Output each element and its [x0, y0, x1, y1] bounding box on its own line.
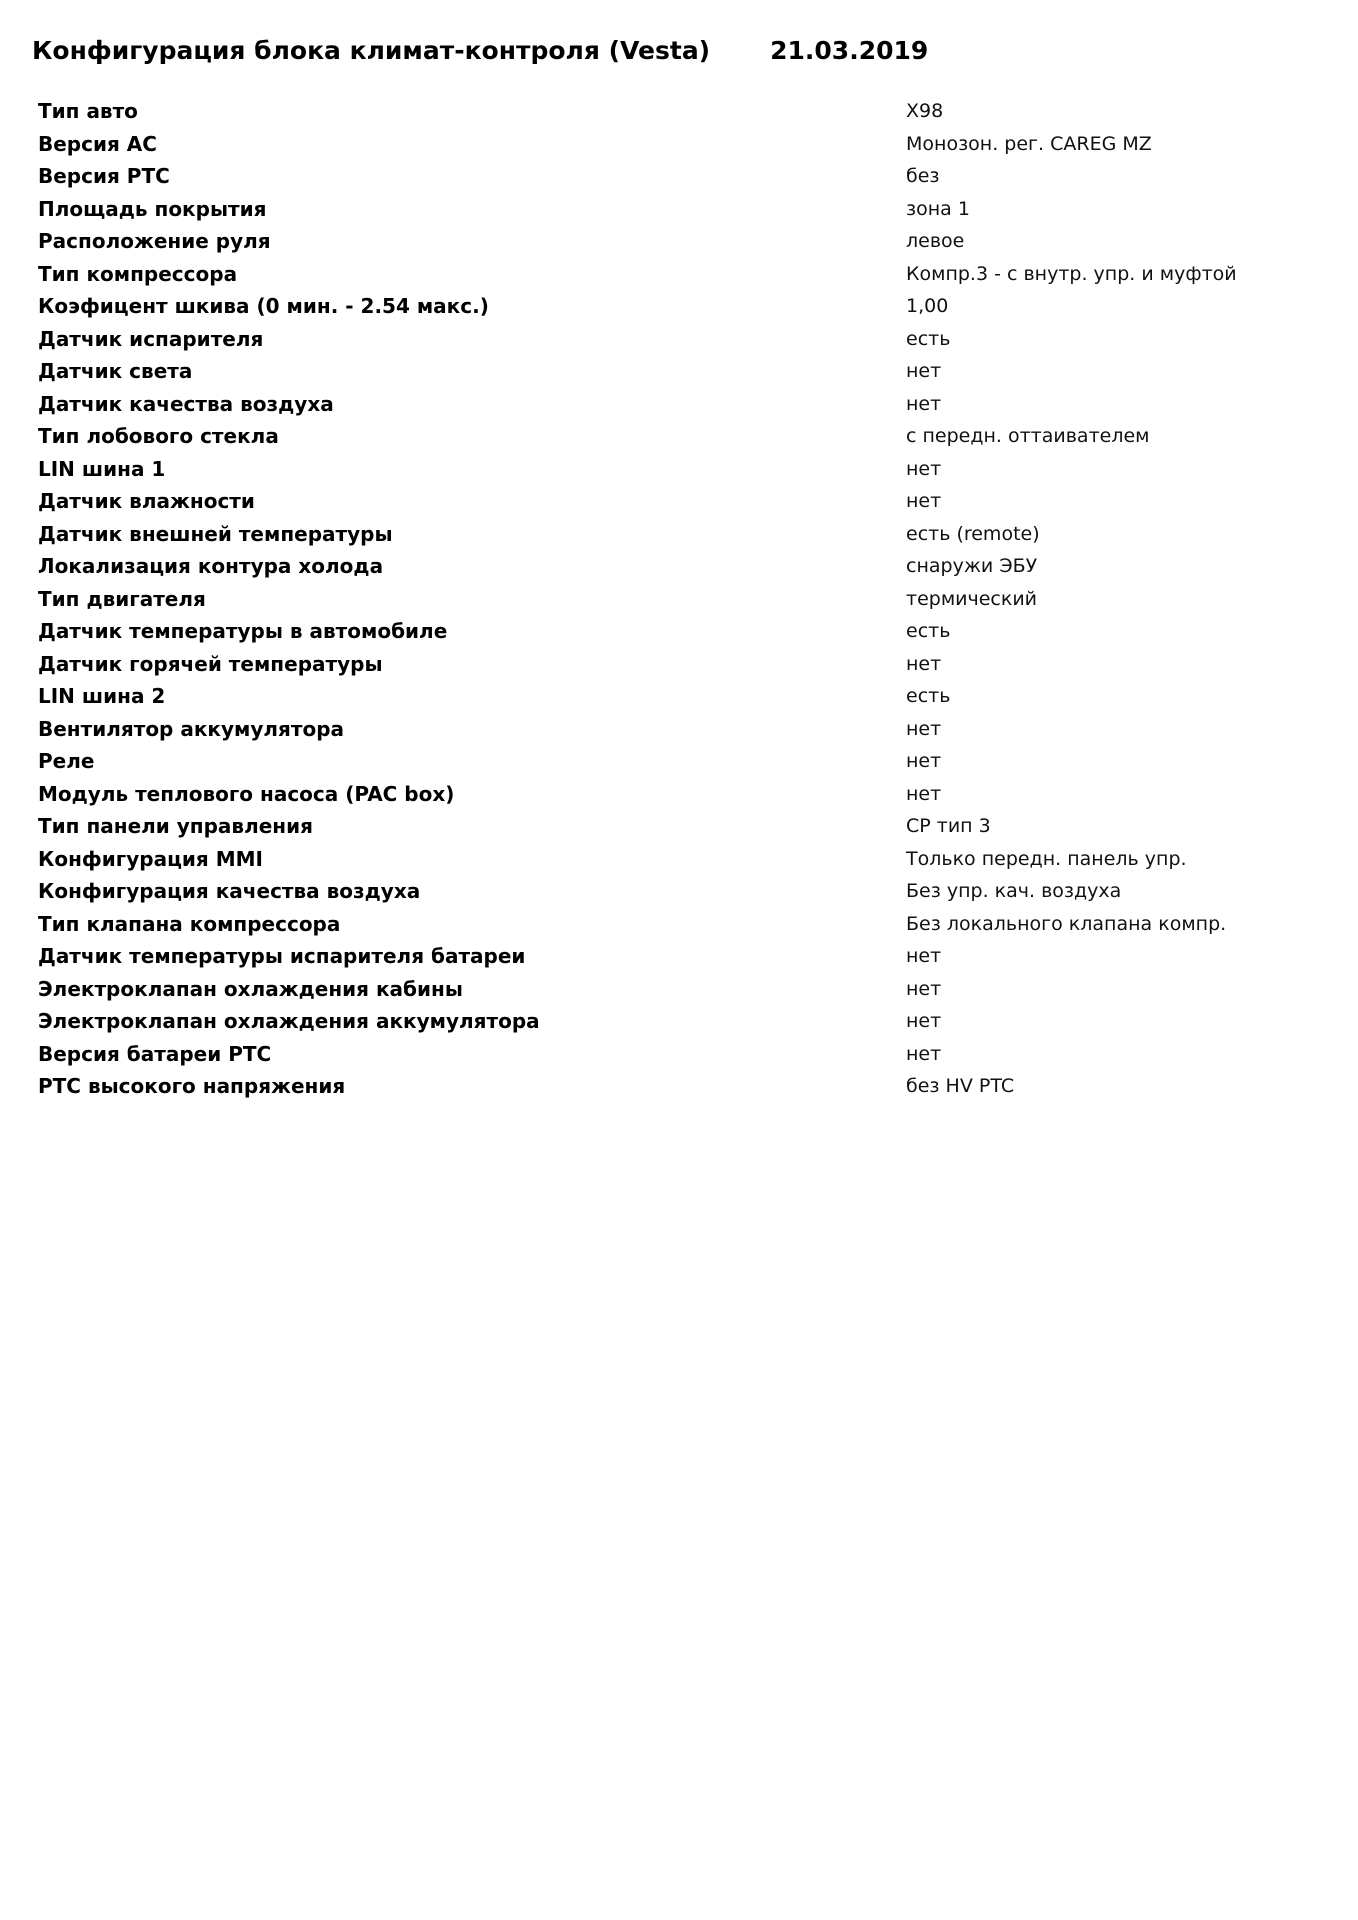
config-label: Тип клапана компрессора — [38, 911, 341, 936]
config-row — [38, 258, 1338, 291]
document-title: Конфигурация блока климат-контроля (Vesta) — [32, 35, 711, 65]
config-row — [38, 648, 1338, 681]
config-value: есть — [906, 620, 951, 643]
config-value: с передн. оттаивателем — [906, 425, 1150, 448]
document-date: 21.03.2019 — [770, 35, 929, 65]
config-value: есть — [906, 685, 951, 708]
config-row — [38, 323, 1338, 356]
config-value: X98 — [906, 100, 944, 123]
config-value: нет — [906, 360, 942, 383]
config-value: нет — [906, 652, 942, 675]
config-value: термический — [906, 587, 1038, 610]
config-value: нет — [906, 392, 942, 415]
config-value: нет — [906, 945, 942, 968]
config-label: РТС высокого напряжения — [38, 1074, 346, 1099]
config-label: Коэфицент шкива (0 мин. - 2.54 макс.) — [38, 294, 489, 319]
config-row — [38, 225, 1338, 258]
config-value: нет — [906, 490, 942, 513]
config-value: зона 1 — [906, 197, 970, 220]
config-label: Тип авто — [38, 99, 138, 124]
config-value: нет — [906, 457, 942, 480]
config-value: нет — [906, 1010, 942, 1033]
config-row — [38, 388, 1338, 421]
config-value: есть — [906, 327, 951, 350]
config-row — [38, 1070, 1338, 1103]
config-row — [38, 550, 1338, 583]
config-row — [38, 1038, 1338, 1071]
config-row — [38, 940, 1338, 973]
config-value: CP тип 3 — [906, 815, 991, 838]
config-row — [38, 973, 1338, 1006]
config-row — [38, 615, 1338, 648]
config-value: нет — [906, 750, 942, 773]
config-label: Тип компрессора — [38, 261, 238, 286]
config-label: Конфигурация MMI — [38, 846, 263, 871]
config-table — [38, 95, 1338, 1103]
config-row — [38, 810, 1338, 843]
config-row — [38, 745, 1338, 778]
config-label: Версия АС — [38, 131, 157, 156]
config-label: Датчик света — [38, 359, 193, 384]
config-value: нет — [906, 717, 942, 740]
config-label: Площадь покрытия — [38, 196, 267, 221]
document-header — [32, 30, 928, 70]
config-row — [38, 290, 1338, 323]
config-value: нет — [906, 1042, 942, 1065]
config-row — [38, 778, 1338, 811]
config-label: Реле — [38, 749, 95, 774]
config-value: нет — [906, 782, 942, 805]
config-row — [38, 453, 1338, 486]
config-row — [38, 875, 1338, 908]
config-label: Версия РТС — [38, 164, 170, 189]
config-label: Датчик испарителя — [38, 326, 264, 351]
config-row — [38, 193, 1338, 226]
config-label: Датчик температуры испарителя батареи — [38, 944, 526, 969]
config-row — [38, 713, 1338, 746]
config-label: Электроклапан охлаждения кабины — [38, 976, 463, 1001]
config-label: Тип двигателя — [38, 586, 206, 611]
config-row — [38, 680, 1338, 713]
config-value: Без упр. кач. воздуха — [906, 880, 1122, 903]
config-value: 1,00 — [906, 295, 949, 318]
config-label: Версия батареи РТС — [38, 1041, 272, 1066]
config-row — [38, 160, 1338, 193]
config-label: Модуль теплового насоса (PAC box) — [38, 781, 455, 806]
config-value: снаружи ЭБУ — [906, 555, 1038, 578]
config-label: LIN шина 2 — [38, 684, 166, 709]
config-row — [38, 583, 1338, 616]
config-value: Монозон. рег. CAREG MZ — [906, 132, 1152, 155]
config-row — [38, 128, 1338, 161]
config-label: Расположение руля — [38, 229, 271, 254]
config-label: Конфигурация качества воздуха — [38, 879, 421, 904]
config-label: Датчик горячей температуры — [38, 651, 383, 676]
config-label: Локализация контура холода — [38, 554, 384, 579]
config-value: есть (remote) — [906, 522, 1040, 545]
config-label: Датчик влажности — [38, 489, 255, 514]
config-label: Тип лобового стекла — [38, 424, 279, 449]
config-row — [38, 908, 1338, 941]
config-row — [38, 1005, 1338, 1038]
config-value: левое — [906, 230, 965, 253]
config-label: Датчик температуры в автомобиле — [38, 619, 448, 644]
config-label: Датчик качества воздуха — [38, 391, 334, 416]
config-label: Электроклапан охлаждения аккумулятора — [38, 1009, 540, 1034]
config-value: без HV PTC — [906, 1075, 1015, 1098]
config-label: LIN шина 1 — [38, 456, 166, 481]
config-label: Тип панели управления — [38, 814, 313, 839]
config-row — [38, 518, 1338, 551]
config-label: Датчик внешней температуры — [38, 521, 393, 546]
config-label: Вентилятор аккумулятора — [38, 716, 345, 741]
config-value: Без локального клапана компр. — [906, 912, 1227, 935]
config-row — [38, 355, 1338, 388]
config-row — [38, 420, 1338, 453]
config-value: Компр.3 - с внутр. упр. и муфтой — [906, 262, 1237, 285]
config-value: нет — [906, 977, 942, 1000]
config-row — [38, 485, 1338, 518]
config-value: Только передн. панель упр. — [906, 847, 1187, 870]
config-row — [38, 95, 1338, 128]
config-value: без — [906, 165, 940, 188]
config-row — [38, 843, 1338, 876]
